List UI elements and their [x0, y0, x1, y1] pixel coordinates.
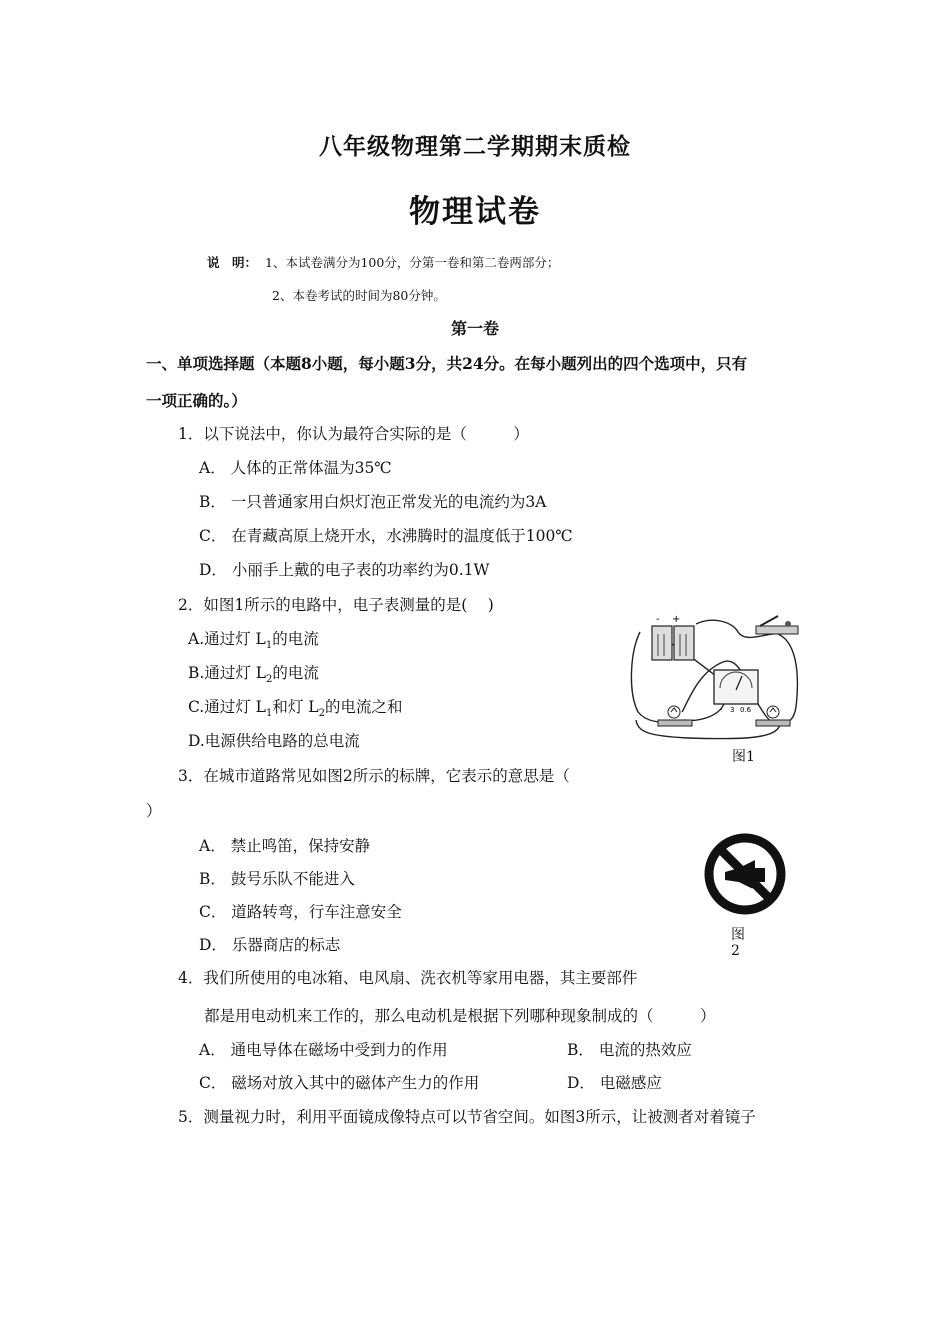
figure-2-caption-line-1: 图: [731, 927, 745, 943]
question-4-stem-line-2: 都是用电动机来工作的，那么电动机是根据下列哪种现象制成的（ ）: [204, 1007, 716, 1025]
svg-text:-: -: [656, 614, 660, 625]
volume-heading: 第一卷: [450, 319, 499, 338]
question-4-stem-line-1: 4．我们所使用的电冰箱、电风扇、洗衣机等家用电器，其主要部件: [178, 969, 638, 987]
page-subtitle: 物理试卷: [409, 194, 541, 230]
question-1-option-a: A． 人体的正常体温为35℃: [199, 459, 392, 477]
question-1-stem: 1．以下说法中，你认为最符合实际的是（ ）: [178, 425, 529, 443]
bulb-l1: [658, 706, 692, 726]
instructions-line-1: [207, 253, 559, 271]
battery: [652, 614, 694, 660]
circuit-figure: [628, 612, 802, 744]
meter-label-0-6: 0.6: [740, 706, 752, 714]
question-4-option-b: B． 电流的热效应: [567, 1041, 692, 1059]
meter-label-minus: -: [720, 706, 723, 714]
question-3-option-c: C． 道路转弯，行车注意安全: [199, 903, 402, 921]
question-5-stem: 5．测量视力时，利用平面镜成像特点可以节省空间。如图3所示，让被测者对着镜子: [178, 1108, 756, 1126]
page-title: 八年级物理第二学期期末质检: [319, 133, 631, 160]
meter-label-3: 3: [730, 706, 735, 714]
no-honking-sign-icon: [703, 832, 787, 916]
instructions-line-2: 2、本卷考试的时间为80分钟。: [272, 288, 446, 303]
figure-1-caption: 图1: [732, 749, 755, 765]
question-3-stem: 3．在城市道路常见如图2所示的标牌，它表示的意思是（: [178, 767, 570, 785]
question-1-option-c: C． 在青藏高原上烧开水，水沸腾时的温度低于100℃: [199, 527, 573, 545]
question-2-option-c: C.通过灯 $L_1$和灯 $L_2$的电流之和: [188, 698, 403, 720]
instructions-label: 说 明：: [207, 255, 258, 270]
section-heading-line-2: 一项正确的。）: [146, 391, 247, 410]
question-1-option-b: B． 一只普通家用白炽灯泡正常发光的电流约为3A: [199, 493, 547, 511]
section-heading-line-1: 一、单项选择题（本题8小题，每小题3分，共24分。在每小题列出的四个选项中，只有: [146, 354, 748, 373]
question-4-option-d: D． 电磁感应: [567, 1074, 662, 1092]
question-2-stem: 2．如图1所示的电路中，电子表测量的是( ): [178, 596, 494, 614]
figure-2-caption-line-2: 2: [731, 943, 740, 959]
question-2-option-b: B.通过灯 $L_2$的电流: [188, 664, 319, 686]
ammeter: [714, 670, 758, 714]
svg-text:+: +: [672, 614, 681, 625]
question-2-option-d: D.电源供给电路的总电流: [188, 732, 360, 750]
question-3-option-d: D． 乐器商店的标志: [199, 936, 341, 954]
question-2-option-a: A.通过灯 $L_1$的电流: [188, 630, 319, 652]
question-4-option-c: C． 磁场对放入其中的磁体产生力的作用: [199, 1074, 480, 1092]
switch: [756, 616, 798, 634]
question-3-stem-continued: ）: [146, 802, 162, 820]
question-1-option-d: D． 小丽手上戴的电子表的功率约为0.1W: [199, 561, 490, 579]
question-4-option-a: A． 通电导体在磁场中受到力的作用: [199, 1041, 448, 1059]
question-3-option-b: B． 鼓号乐队不能进入: [199, 870, 355, 888]
question-3-option-a: A． 禁止鸣笛，保持安静: [199, 837, 371, 855]
instructions-text-1: 1、本试卷满分为100分，分第一卷和第二卷两部分；: [265, 255, 560, 270]
